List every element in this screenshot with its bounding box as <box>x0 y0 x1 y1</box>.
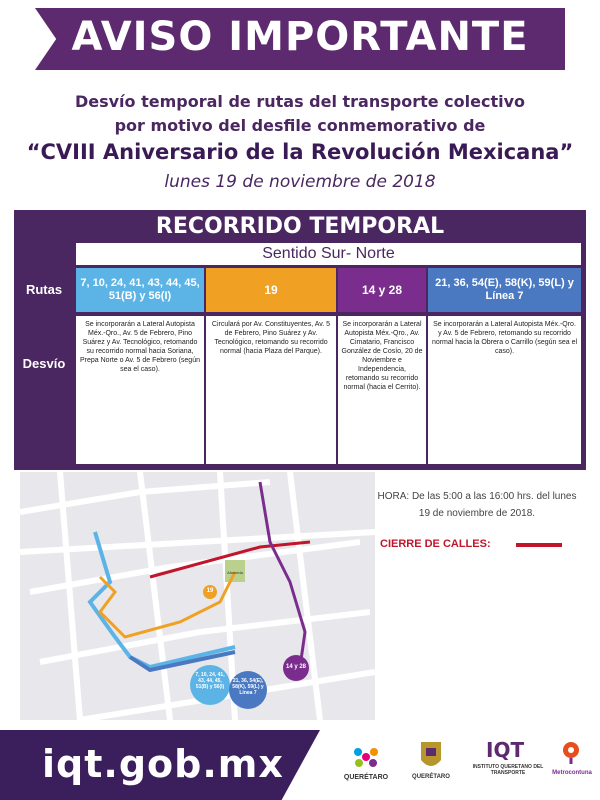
map-badge-orange-label: 19 <box>206 588 214 594</box>
direction-label: Sentido Sur- Norte <box>76 243 581 265</box>
event-name: “CVIII Aniversario de la Revolución Mexicana” <box>26 140 574 164</box>
schedule-info: HORA: De las 5:00 a las 16:00 hrs. del lunes 19 de noviembre de 2018. <box>377 491 577 519</box>
route-header-4: 21, 36, 54(E), 58(K), 59(L) y Línea 7 <box>428 268 581 312</box>
intro-line-2: por motivo del desfile conmemorativo de <box>114 116 486 135</box>
queretaro-logo-icon <box>348 742 384 772</box>
detour-label: Desvío <box>22 356 66 371</box>
logo-iqt: IQT <box>486 738 525 762</box>
detour-text-3: Se incorporarán a Lateral Autopista Méx.-Qro., Av. Cimatario, Francisco González de Cosío, 20 de Noviembre e Independencia, retomando su recorrido normal (hacia el Cerrito). <box>338 316 426 464</box>
closure-legend-label: CIERRE DE CALLES: <box>380 538 491 550</box>
route-header-1: 7, 10, 24, 41, 43, 44, 45, 51(B) y 56(I) <box>76 268 204 312</box>
intro-line-1: Desvío temporal de rutas del transporte colectivo <box>74 92 526 111</box>
map-alameda-label: Alameda <box>227 570 243 575</box>
logo-queretaro-text: QUERÉTARO <box>343 774 389 781</box>
logo-state-text: QUERÉTARO <box>412 774 450 780</box>
logo-metro-text: Metrocontuna <box>552 770 592 776</box>
detour-map <box>20 472 375 720</box>
footer <box>0 730 600 800</box>
route-header-3: 14 y 28 <box>338 268 426 312</box>
page-title: AVISO IMPORTANTE <box>71 14 529 60</box>
detour-text-4: Se incorporarán a Lateral Autopista Méx.-Qro. y Av. 5 de Febrero, retomando su recorrido normal hacia la Obrera o Carrillo (según sea el caso). <box>428 316 581 464</box>
state-seal-icon <box>418 740 444 772</box>
map-badge-darkblue-label: 21, 36, 54(E), 58(K), 59(L) y Línea 7 <box>232 678 264 696</box>
event-date: lunes 19 de noviembre de 2018 <box>164 172 436 192</box>
route-header-2: 19 <box>206 268 336 312</box>
map-badge-purple-label: 14 y 28 <box>285 664 307 670</box>
map-badge-blue-label: 7, 10, 24, 41, 43, 44, 45, 51(B) y 56(I) <box>195 672 225 690</box>
website-link[interactable]: iqt.gob.mx <box>42 742 284 786</box>
metro-logo-icon <box>560 740 582 764</box>
routes-label: Rutas <box>25 282 63 297</box>
detour-text-2: Circulará por Av. Constituyentes, Av. 5 de Febrero, Pino Suárez y Av. Tecnológico, retomando su recorrido normal (hacia Plaza del Parque). <box>206 316 336 464</box>
closure-legend-line <box>516 543 562 547</box>
route-panel <box>14 210 586 470</box>
detour-text-1: Se incorporarán a Lateral Autopista Méx.-Qro., Av. 5 de Febrero, Pino Suárez y Av. Tecnológico, retomando su recorrido normal hacia Soriana, Prepa Norte o Av. 5 de Febrero (según sea el caso). <box>76 316 204 464</box>
panel-title: RECORRIDO TEMPORAL <box>155 214 445 239</box>
route-line-purple <box>260 482 305 667</box>
logo-iqt-subtitle: INSTITUTO QUERETANO DEL TRANSPORTE <box>472 764 544 776</box>
